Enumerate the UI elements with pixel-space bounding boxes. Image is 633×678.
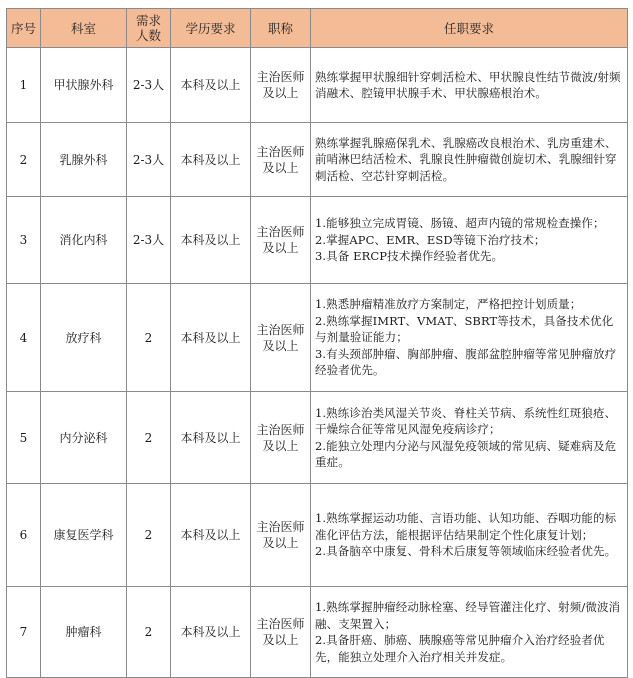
req-line: 3.具备 ERCP技术操作经验者优先。	[315, 249, 504, 264]
cell-title-line1: 主治医师	[256, 70, 305, 84]
cell-req	[311, 123, 628, 197]
cell-seq: 3	[7, 197, 41, 284]
req-line: 1.熟练掌握肿瘤经动脉栓塞、经导管灌注化疗、射频/微波消融、支架置入；	[315, 600, 621, 631]
table-row	[7, 484, 628, 587]
header-count-line1: 需求	[135, 13, 161, 28]
cell-dept: 消化内科	[41, 197, 127, 284]
cell-req	[311, 48, 628, 123]
cell-title-line2: 及以上	[262, 633, 299, 647]
cell-edu: 本科及以上	[171, 484, 251, 587]
cell-title-line1: 主治医师	[256, 225, 305, 239]
cell-dept: 康复医学科	[41, 484, 127, 587]
table-row	[7, 587, 628, 678]
cell-title	[251, 392, 311, 484]
cell-edu: 本科及以上	[171, 392, 251, 484]
cell-edu: 本科及以上	[171, 284, 251, 392]
cell-seq: 6	[7, 484, 41, 587]
cell-title	[251, 123, 311, 197]
cell-title	[251, 284, 311, 392]
cell-dept: 乳腺外科	[41, 123, 127, 197]
cell-title	[251, 587, 311, 678]
cell-req	[311, 484, 628, 587]
req-line: 熟练掌握乳腺癌保乳术、乳腺癌改良根治术、乳房重建术、前哨淋巴结活检术、乳腺良性肿瘤微创旋切术、乳腺细针穿刺活检、空芯针穿刺活检。	[315, 135, 617, 183]
req-line: 2.掌握APC、EMR、ESD等镜下治疗技术；	[315, 232, 546, 247]
cell-dept: 肿瘤科	[41, 587, 127, 678]
cell-count: 2	[127, 392, 171, 484]
table-row	[7, 123, 628, 197]
header-dept: 科室	[41, 9, 127, 48]
req-line: 2.熟练掌握IMRT、VMAT、SBRT等技术，具备技术优化与剂量验证能力；	[315, 313, 614, 345]
cell-title-line2: 及以上	[262, 536, 299, 550]
cell-seq: 2	[7, 123, 41, 197]
cell-title-line1: 主治医师	[256, 144, 305, 159]
header-req: 任职要求	[311, 9, 628, 48]
cell-dept: 内分泌科	[41, 392, 127, 484]
cell-edu: 本科及以上	[171, 48, 251, 123]
cell-edu: 本科及以上	[171, 197, 251, 284]
cell-title-line2: 及以上	[262, 338, 299, 353]
cell-title	[251, 197, 311, 284]
cell-title-line1: 主治医师	[256, 422, 305, 437]
cell-seq: 5	[7, 392, 41, 484]
req-line: 熟练掌握甲状腺细针穿刺活检术、甲状腺良性结节微波/射频消融术、腔镜甲状腺手术、甲状腺癌根治术。	[315, 69, 621, 100]
cell-title	[251, 48, 311, 123]
cell-req	[311, 284, 628, 392]
cell-edu: 本科及以上	[171, 123, 251, 197]
req-line: 1.熟悉肿瘤精准放疗方案制定，严格把控计划质量；	[315, 297, 582, 312]
req-line: 2.能独立处理内分泌与风湿免疫领域的常见病、疑难病及危重症。	[315, 438, 617, 469]
cell-title	[251, 484, 311, 587]
cell-seq: 7	[7, 587, 41, 678]
recruitment-table-container	[6, 8, 627, 678]
header-count-line2: 人数	[135, 28, 161, 43]
cell-count: 2	[127, 587, 171, 678]
cell-req	[311, 197, 628, 284]
header-count	[127, 9, 171, 48]
req-line: 2.具备肝癌、肺癌、胰腺癌等常见肿瘤介入治疗经验者优先，能独立处理介入治疗相关并发症。	[315, 633, 605, 664]
cell-seq: 1	[7, 48, 41, 123]
cell-count: 2	[127, 484, 171, 587]
table-header-row	[7, 9, 628, 48]
cell-title-line1: 主治医师	[256, 520, 305, 534]
cell-title-line2: 及以上	[262, 241, 299, 255]
cell-title-line2: 及以上	[262, 86, 299, 100]
req-line: 1.能够独立完成胃镜、肠镜、超声内镜的常规检查操作；	[315, 216, 605, 231]
cell-title-line2: 及以上	[262, 438, 299, 453]
header-seq: 序号	[7, 9, 41, 48]
table-row	[7, 48, 628, 123]
cell-count: 2	[127, 284, 171, 392]
table-row	[7, 197, 628, 284]
cell-dept: 甲状腺外科	[41, 48, 127, 123]
req-line: 3.有头颈部肿瘤、胸部肿瘤、腹部盆腔肿瘤等常见肿瘤放疗经验者优先。	[315, 346, 617, 378]
cell-req	[311, 587, 628, 678]
cell-edu: 本科及以上	[171, 587, 251, 678]
cell-req	[311, 392, 628, 484]
req-line: 2.具备脑卒中康复、骨科术后康复等领域临床经验者优先。	[315, 544, 617, 559]
table-row	[7, 284, 628, 392]
header-title: 职称	[251, 9, 311, 48]
recruitment-table	[6, 8, 628, 678]
req-line: 1.熟练诊治类风湿关节炎、脊柱关节病、系统性红斑狼疮、干燥综合征等常见风湿免疫病诊疗；	[315, 405, 617, 436]
cell-dept: 放疗科	[41, 284, 127, 392]
cell-count: 2-3人	[127, 48, 171, 123]
cell-count: 2-3人	[127, 197, 171, 284]
header-edu: 学历要求	[171, 9, 251, 48]
cell-title-line1: 主治医师	[256, 617, 305, 631]
cell-seq: 4	[7, 284, 41, 392]
cell-title-line2: 及以上	[262, 160, 299, 175]
table-row	[7, 392, 628, 484]
cell-title-line1: 主治医师	[256, 322, 305, 337]
cell-count: 2-3人	[127, 123, 171, 197]
req-line: 1.熟练掌握运动功能、言语功能、认知功能、吞咽功能的标准化评估方法，能根据评估结果制定个性化康复计划；	[315, 511, 617, 542]
